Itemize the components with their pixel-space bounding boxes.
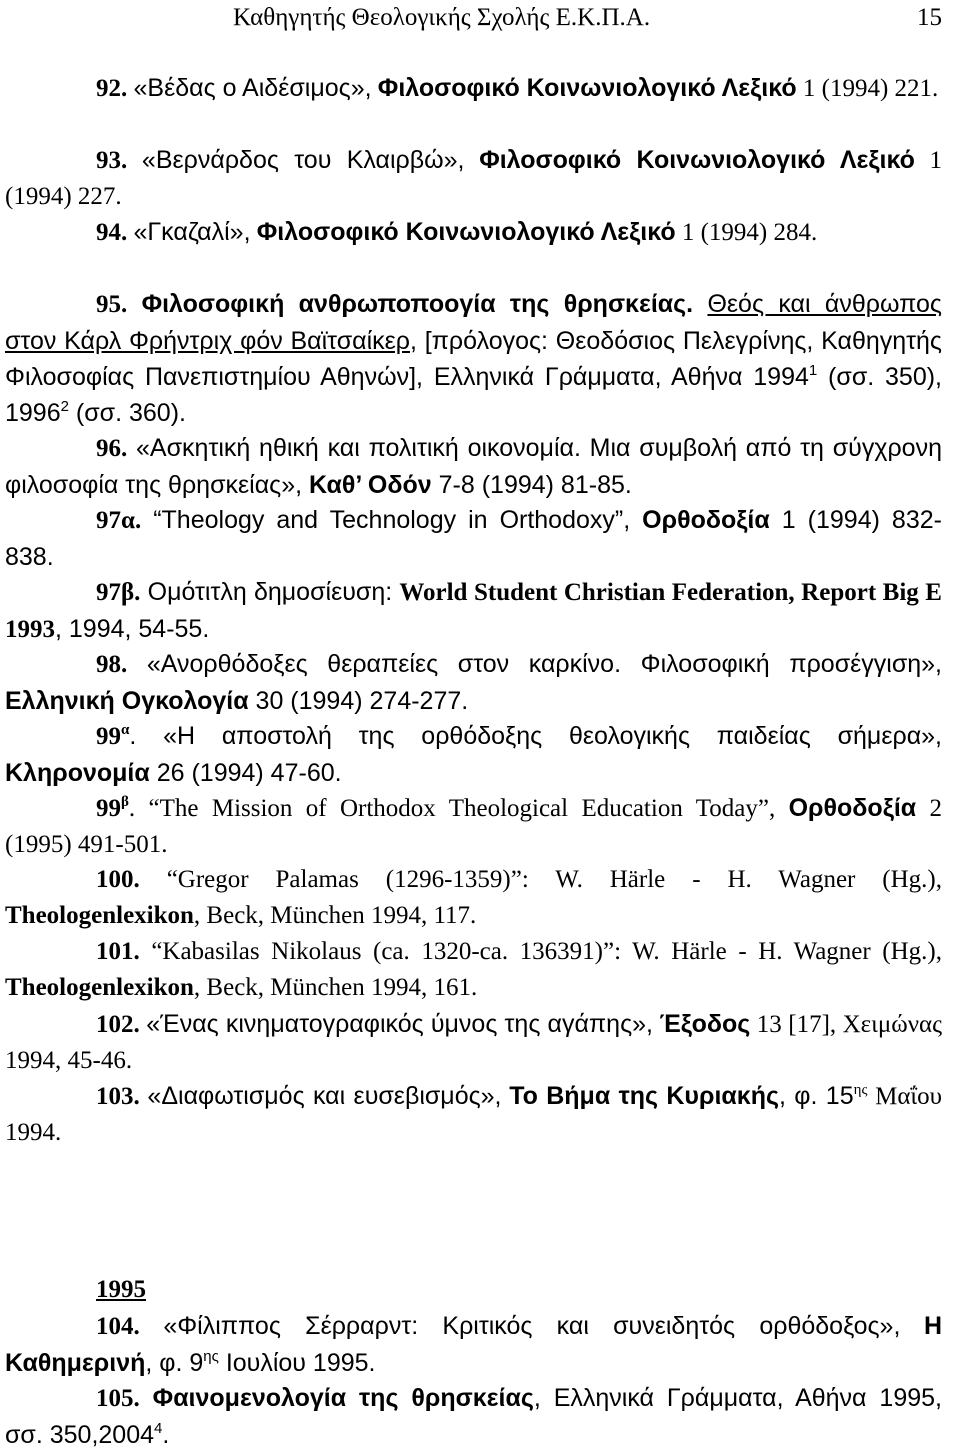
entry-details: 30 (1994) 274-277.	[255, 687, 469, 715]
entry-title: «Ένας κινηματογραφικός ύμνος της αγάπης»,	[146, 1010, 653, 1038]
entry-title: Ομότιτλη δημοσίευση:	[147, 578, 393, 606]
entry-details: 26 (1994) 47-60.	[156, 759, 342, 787]
entry-details: 2 (1995) 491-501.	[5, 795, 943, 858]
bib-entry-97b	[5, 574, 942, 648]
entry-details: 1 (1994) 221.	[802, 75, 939, 102]
year-heading: 1995	[96, 1276, 146, 1303]
entry-source: Theologenlexikon	[5, 902, 194, 929]
entry-source: World Student Christian Federation, Report Big E 1993	[5, 579, 942, 643]
entry-details: 7-8 (1994) 81-85.	[438, 471, 632, 499]
entry-title: «Βερνάρδος του Κλαιρβώ»,	[141, 146, 465, 174]
entry-number: 97β.	[96, 579, 141, 606]
bib-entry-104	[5, 1308, 942, 1382]
entry-number: 103.	[96, 1083, 140, 1110]
entry-number: 93.	[96, 147, 128, 174]
bib-entry-99b	[5, 790, 942, 863]
entry-title: «Διαφωτισμός και ευσεβισμός»,	[147, 1082, 502, 1110]
entry-number: 95.	[96, 291, 128, 318]
bib-entry-105	[5, 1380, 942, 1453]
entry-number: 94.	[96, 219, 128, 246]
entry-source: Theologenlexikon	[5, 974, 194, 1001]
entry-source: Η Καθημερινή	[5, 1312, 943, 1377]
entry-title: “Kabasilas Nikolaus (ca. 1320-ca. 136391)”: W. Härle - H. Wagner (Hg.),	[151, 938, 942, 965]
entry-number-superscript: α	[121, 722, 130, 738]
entry-title: «Ασκητική ηθική και πολιτική οικονομία. Μια συμβολή από τη σύγχρονη φιλοσοφία της θρησκείας»,	[5, 434, 942, 499]
entry-title: «Γκαζαλί»,	[133, 218, 251, 246]
entry-details: , Beck, München 1994, 161.	[193, 974, 478, 1001]
entry-details: Ιουλίου 1995.	[218, 1349, 376, 1377]
ordinal-superscript: ης	[203, 1348, 219, 1365]
entry-number: 96.	[96, 435, 128, 462]
entry-number: 92.	[96, 75, 128, 102]
entry-details: 1 (1994) 227.	[5, 147, 943, 210]
entry-details: , [πρόλογος: Θεοδόσιος Πελεγρίνης, Καθηγητής Φιλοσοφίας Πανεπιστημίου Αθηνών], Ελληνικά Γράμματα, Αθήνα 1994	[5, 327, 942, 391]
entry-number: 104.	[96, 1313, 140, 1340]
entry-number: 99	[96, 795, 121, 822]
bib-entry-97a	[5, 502, 942, 575]
entry-number: 102.	[96, 1011, 140, 1038]
entry-source: Ορθοδοξία	[788, 794, 917, 822]
page-number: 15	[917, 4, 942, 31]
entry-title: Φαινομενολογία της θρησκείας	[152, 1384, 534, 1412]
entry-source: Φιλοσοφικό Κοινωνιολογικό Λεξικό	[256, 218, 676, 246]
entry-title: . «Η αποστολή της ορθόδοξης θεολογικής παιδείας σήμερα»,	[129, 722, 942, 750]
entry-number-superscript: β	[121, 794, 129, 810]
entry-source: Το Βήμα της Κυριακής	[509, 1082, 779, 1110]
bib-entry-102	[5, 1006, 942, 1079]
entry-details: 1 (1994) 284.	[681, 219, 818, 246]
running-head: Καθηγητής Θεολογικής Σχολής Ε.Κ.Π.Α.	[233, 4, 651, 31]
entry-source: Φιλοσοφικό Κοινωνιολογικό Λεξικό	[479, 146, 915, 174]
bib-entry-95	[5, 286, 942, 431]
entry-source: Φιλοσοφικό Κοινωνιολογικό Λεξικό	[377, 74, 797, 102]
entry-title: Φιλοσοφική ανθρωποποογία της θρησκείας.	[141, 290, 694, 318]
bib-entry-99a	[5, 718, 942, 791]
entry-details: , φ. 15	[778, 1082, 854, 1110]
bib-entry-98	[5, 646, 942, 719]
entry-subtitle: Θεός και άνθρωπος στον Κάρλ Φρήντριχ φόν Βαϊτσαίκερ	[5, 290, 942, 355]
bib-entry-103	[5, 1078, 942, 1151]
entry-details: , Ελληνικά Γράμματα, Αθήνα 1995, σσ. 350,2004	[5, 1384, 942, 1449]
entry-title: «Βέδας ο Αιδέσιμος»,	[133, 74, 372, 102]
entry-details: .	[162, 1421, 170, 1449]
entry-details: (σσ. 360).	[68, 399, 186, 427]
entry-source: Έξοδος	[659, 1010, 751, 1038]
entry-source: Κληρονομία	[5, 759, 150, 787]
ordinal-superscript: ης	[853, 1082, 868, 1098]
entry-title: “Theology and Technology in Orthodoxy”,	[153, 506, 631, 534]
bib-entry-92	[5, 70, 942, 107]
entry-number: 101.	[96, 938, 140, 965]
bib-entry-93	[5, 142, 942, 215]
bib-entry-101	[5, 934, 942, 1006]
bib-entry-100	[5, 862, 942, 934]
entry-number: 100.	[96, 866, 140, 893]
entry-details: , φ. 9	[145, 1349, 204, 1377]
entry-source: Ελληνική Ογκολογία	[5, 687, 249, 715]
bib-entry-96	[5, 430, 942, 503]
entry-number: 105.	[96, 1385, 140, 1412]
entry-title: «Ανορθόδοξες θεραπείες στον καρκίνο. Φιλοσοφική προσέγγιση»,	[146, 650, 943, 678]
entry-details: , Beck, München 1994, 117.	[193, 902, 477, 929]
entry-number: 98.	[96, 651, 128, 678]
bib-entry-94	[5, 214, 942, 251]
entry-number: 97α.	[96, 507, 142, 534]
entry-source: Καθ’ Οδόν	[309, 471, 432, 499]
entry-details: (σσ. 350), 1996	[5, 363, 943, 427]
entry-title: . “The Mission of Orthodox Theological Education Today”,	[128, 795, 776, 822]
entry-source: Ορθοδοξία	[642, 506, 770, 534]
entry-title: “Gregor Palamas (1296-1359)”: W. Härle - H. Wagner (Hg.),	[166, 866, 942, 893]
entry-details: 13 [17], Χειμώνας 1994, 45-46.	[5, 1011, 943, 1074]
entry-title: «Φίλιππος Σέρραρντ: Κριτικός και συνειδητός ορθόδοξος»,	[163, 1312, 901, 1340]
edition-superscript: 2	[60, 398, 69, 415]
edition-superscript: 4	[154, 1420, 163, 1437]
entry-details: , 1994, 54-55.	[55, 615, 210, 643]
entry-details: 1 (1994) 832-838.	[5, 506, 942, 571]
entry-details: Μαΐου 1994.	[5, 1083, 943, 1146]
edition-superscript: 1	[808, 362, 818, 379]
entry-number: 99	[96, 723, 121, 750]
